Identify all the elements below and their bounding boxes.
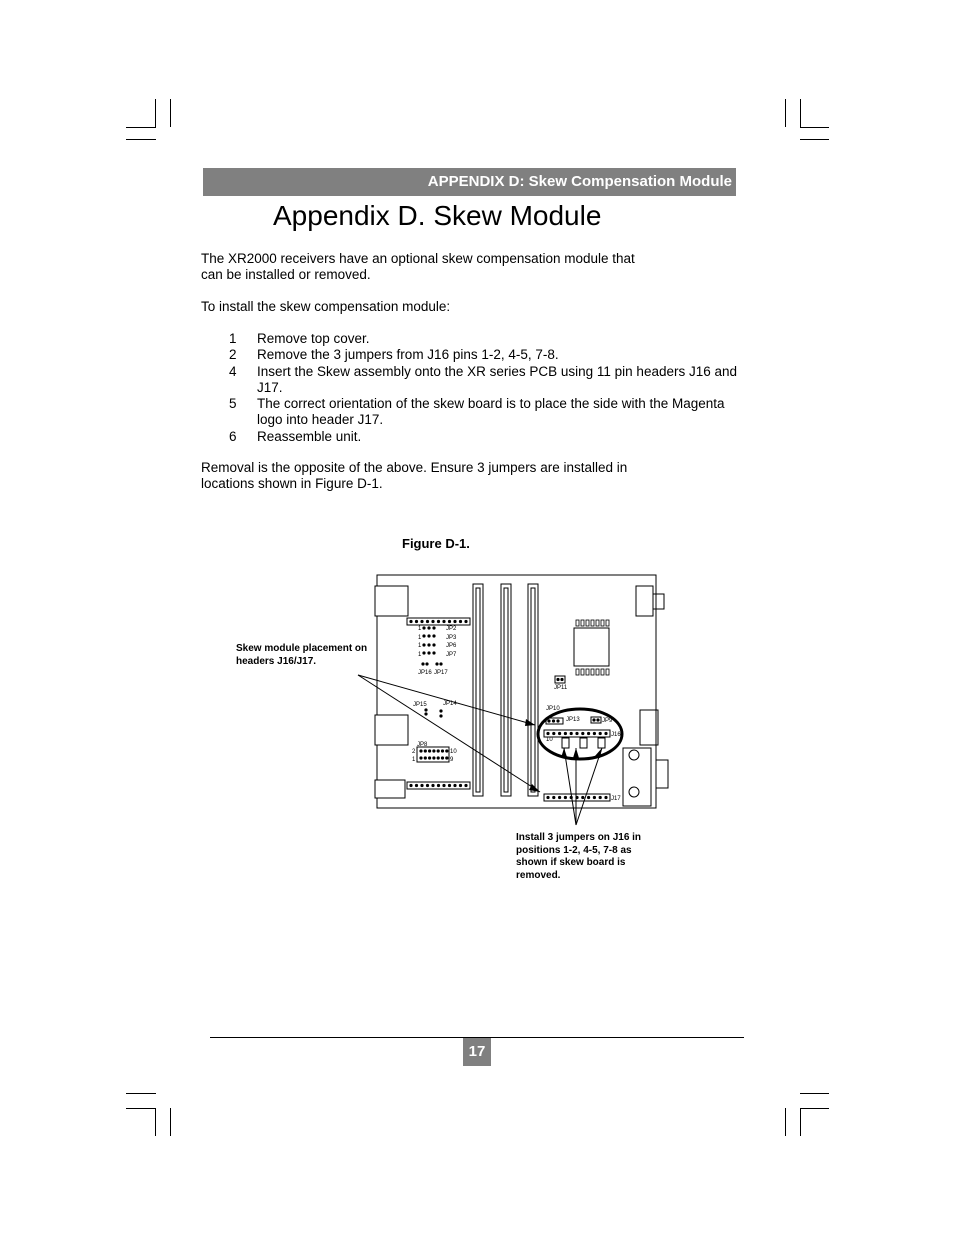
chip-pin xyxy=(596,620,599,626)
intro-paragraph xyxy=(201,251,635,284)
arrow-head xyxy=(529,784,540,792)
right-connector xyxy=(623,748,651,806)
label-jp2: JP2 xyxy=(446,626,457,632)
list-item xyxy=(229,364,747,397)
header-pin xyxy=(437,784,440,787)
bottom-header xyxy=(407,782,470,789)
label-jp11: JP11 xyxy=(554,685,568,691)
left-connector xyxy=(375,586,408,616)
label-one: 1 xyxy=(412,757,416,763)
header-pin xyxy=(432,626,435,629)
header-pin xyxy=(587,732,590,735)
header-pin xyxy=(425,662,428,665)
label-one: 1 xyxy=(418,626,422,632)
header-pin xyxy=(431,620,434,623)
header-pin xyxy=(424,712,427,715)
header-pin xyxy=(437,756,440,759)
header-pin xyxy=(546,796,549,799)
chip-pins xyxy=(576,620,609,675)
header-pin xyxy=(552,719,555,722)
crop-mark xyxy=(785,1108,786,1136)
jumper-arrow xyxy=(576,748,602,825)
header-pin xyxy=(564,796,567,799)
header-pin xyxy=(459,784,462,787)
header-pin xyxy=(464,620,467,623)
memory-slot xyxy=(528,584,538,796)
header-pin xyxy=(424,756,427,759)
header-pin xyxy=(421,662,424,665)
section-header-text: APPENDIX D: Skew Compensation Module xyxy=(427,173,732,190)
chip-pin xyxy=(591,669,594,675)
header-pin xyxy=(448,784,451,787)
header-pin xyxy=(424,708,427,711)
right-connector xyxy=(640,710,658,745)
header-pin xyxy=(409,620,412,623)
placement-arrow xyxy=(358,675,535,725)
jp9-header xyxy=(591,717,601,723)
page-title: Appendix D. Skew Module xyxy=(273,200,602,231)
label-jp15: JP15 xyxy=(413,702,427,708)
memory-slot xyxy=(501,584,511,796)
header-pin xyxy=(546,732,549,735)
chip-pin xyxy=(606,620,609,626)
j16-highlight-ellipse xyxy=(538,709,622,759)
label-jp9: JP9 xyxy=(602,718,613,724)
header-pin xyxy=(420,784,423,787)
jumper-arrow xyxy=(564,748,576,825)
removal-paragraph xyxy=(201,460,627,493)
left-connector xyxy=(375,780,405,798)
header-pin xyxy=(581,732,584,735)
crop-mark xyxy=(170,1108,171,1136)
chip-pin xyxy=(586,620,589,626)
header-pin xyxy=(552,796,555,799)
crop-mark xyxy=(785,99,786,127)
list-item xyxy=(229,429,747,445)
j16-header xyxy=(544,730,610,737)
pcb-board-outline xyxy=(377,575,656,808)
figure-caption: Figure D-1. xyxy=(402,536,470,551)
label-jp17: JP17 xyxy=(434,670,448,676)
label-nine: 9 xyxy=(450,757,454,763)
header-pin xyxy=(604,796,607,799)
header-pin xyxy=(437,620,440,623)
crop-mark xyxy=(126,1108,156,1109)
header-pin xyxy=(464,784,467,787)
chip-pin xyxy=(581,669,584,675)
step-number: 2 xyxy=(229,347,237,363)
header-pin xyxy=(556,678,559,681)
step-number: 5 xyxy=(229,396,237,412)
memory-slot xyxy=(476,588,480,792)
step-text: Insert the Skew assembly onto the XR series PCB using 11 pin headers J16 and J17. xyxy=(257,363,738,395)
jumper-note-line: positions 1-2, 4-5, 7-8 as xyxy=(516,844,632,856)
header-pin xyxy=(428,749,431,752)
header-pin xyxy=(445,756,448,759)
crop-mark xyxy=(800,1108,801,1136)
crop-mark xyxy=(170,99,171,127)
header-pin xyxy=(593,732,596,735)
step-number: 1 xyxy=(229,331,237,346)
right-connector xyxy=(636,586,653,616)
header-pin xyxy=(552,732,555,735)
header-pin xyxy=(604,732,607,735)
header-pin xyxy=(409,784,412,787)
header-pin xyxy=(432,643,435,646)
header-pin xyxy=(439,714,442,717)
jp10-header xyxy=(546,718,563,724)
crop-mark xyxy=(800,1093,829,1094)
header-pin xyxy=(422,634,425,637)
header-pin xyxy=(428,756,431,759)
removal-line-1: Removal is the opposite of the above. Ensure 3 jumpers are installed in xyxy=(201,460,628,475)
jumper-note-line: removed. xyxy=(516,869,561,881)
list-item xyxy=(229,331,747,347)
label-jp16: JP16 xyxy=(418,670,432,676)
arrow-head xyxy=(573,748,579,758)
memory-slot xyxy=(531,588,535,792)
header-pin xyxy=(432,634,435,637)
jp8-header xyxy=(417,747,449,762)
header-pin xyxy=(581,796,584,799)
header-pin xyxy=(432,756,435,759)
header-pin xyxy=(587,796,590,799)
label-ten: 10 xyxy=(546,737,553,743)
header-pin xyxy=(448,620,451,623)
label-ten: 10 xyxy=(450,749,457,755)
label-jp8: JP8 xyxy=(417,742,428,748)
arrow-head xyxy=(525,719,535,726)
crop-mark xyxy=(155,1108,156,1136)
header-pin xyxy=(575,796,578,799)
page-number: 17 xyxy=(463,1038,491,1066)
header-pin xyxy=(442,784,445,787)
j16-jumper xyxy=(598,738,605,748)
header-pin xyxy=(420,620,423,623)
step-text: Reassemble unit. xyxy=(257,428,362,444)
label-jp14: JP14 xyxy=(443,701,457,707)
chip-pin xyxy=(606,669,609,675)
header-pin xyxy=(422,643,425,646)
chip-pin xyxy=(581,620,584,626)
step-text: Remove the 3 jumpers from J16 pins 1-2, 4-5, 7-8. xyxy=(257,347,559,363)
header-pin xyxy=(599,796,602,799)
intro-line-2: can be installed or removed. xyxy=(201,267,371,283)
header-pin xyxy=(426,784,429,787)
j16-jumper xyxy=(562,738,569,748)
mount-hole xyxy=(629,787,639,797)
placement-note-line: Skew module placement on xyxy=(236,643,368,654)
header-pin xyxy=(593,796,596,799)
arrow-head xyxy=(595,748,602,758)
step-number: 4 xyxy=(229,363,237,379)
header-pin xyxy=(427,651,430,654)
section-header-bar xyxy=(203,168,736,196)
header-pin xyxy=(570,732,573,735)
header-pin xyxy=(453,620,456,623)
jumper-note-line: Install 3 jumpers on J16 in xyxy=(516,832,642,843)
header-pin xyxy=(547,719,550,722)
crop-mark xyxy=(126,139,156,140)
jumper-note xyxy=(516,832,641,882)
label-one: 1 xyxy=(418,635,422,641)
step-number: 6 xyxy=(229,428,237,444)
header-pin xyxy=(439,709,442,712)
main-chip xyxy=(574,628,609,666)
header-pin xyxy=(427,643,430,646)
chip-pin xyxy=(596,669,599,675)
label-one: 1 xyxy=(418,652,422,658)
label-two: 2 xyxy=(412,749,416,755)
label-jp6: JP6 xyxy=(446,643,457,649)
crop-mark xyxy=(126,127,156,128)
chip-pin xyxy=(586,669,589,675)
crop-mark xyxy=(800,127,829,128)
header-pin xyxy=(427,626,430,629)
jp11-header xyxy=(555,676,565,683)
header-pin xyxy=(422,651,425,654)
header-pin xyxy=(419,756,422,759)
header-pin xyxy=(439,662,442,665)
top-header xyxy=(407,618,470,625)
chip-pin xyxy=(601,620,604,626)
memory-slot xyxy=(504,588,508,792)
crop-mark xyxy=(155,99,156,127)
header-pin xyxy=(432,651,435,654)
jumper-note-line: shown if skew board is xyxy=(516,857,626,868)
placement-arrow xyxy=(358,675,540,792)
label-jp3: JP3 xyxy=(446,635,457,641)
mount-hole xyxy=(629,750,639,760)
header-pin xyxy=(575,732,578,735)
crop-mark xyxy=(126,1093,156,1094)
header-pin xyxy=(442,620,445,623)
header-pin xyxy=(453,784,456,787)
crop-mark xyxy=(800,99,801,127)
label-one: 1 xyxy=(418,643,422,649)
crop-mark xyxy=(800,139,829,140)
memory-slot xyxy=(473,584,483,796)
header-pin xyxy=(441,749,444,752)
j17-header xyxy=(544,794,610,801)
header-pin xyxy=(560,678,563,681)
header-pin xyxy=(432,749,435,752)
arrow-head xyxy=(561,748,567,758)
chip-pin xyxy=(601,669,604,675)
header-pin xyxy=(441,756,444,759)
header-pin xyxy=(570,796,573,799)
header-pin xyxy=(592,718,595,721)
header-pin xyxy=(427,634,430,637)
placement-note-line: headers J16/J17. xyxy=(236,655,317,667)
right-connector xyxy=(656,760,668,788)
install-steps-list xyxy=(229,331,747,445)
list-item xyxy=(229,396,747,429)
label-jp13: JP13 xyxy=(566,717,580,723)
intro-line-1: The XR2000 receivers have an optional skew compensation module that xyxy=(201,251,635,266)
header-pin xyxy=(426,620,429,623)
header-pin xyxy=(437,749,440,752)
j16-jumper xyxy=(580,738,587,748)
placement-note xyxy=(236,643,367,668)
header-pin xyxy=(445,749,448,752)
list-item xyxy=(229,347,747,363)
step-text: Remove top cover. xyxy=(257,331,370,346)
left-connector xyxy=(375,715,408,745)
header-pin xyxy=(599,732,602,735)
header-pin xyxy=(422,626,425,629)
header-pin xyxy=(419,749,422,752)
header-pin xyxy=(459,620,462,623)
label-j17: J17 xyxy=(611,796,621,802)
header-pin xyxy=(415,784,418,787)
header-pin xyxy=(556,719,559,722)
crop-mark xyxy=(800,1108,829,1109)
header-pins xyxy=(409,620,607,799)
header-pin xyxy=(558,796,561,799)
removal-line-2: locations shown in Figure D-1. xyxy=(201,476,383,492)
label-jp10: JP10 xyxy=(546,706,560,712)
step-text: The correct orientation of the skew board is to place the side with the Magenta logo into header J17. xyxy=(257,396,725,428)
header-pin xyxy=(435,662,438,665)
install-lead: To install the skew compensation module: xyxy=(201,299,451,314)
chip-pin xyxy=(591,620,594,626)
chip-pin xyxy=(576,620,579,626)
header-pin xyxy=(596,718,599,721)
header-pin xyxy=(558,732,561,735)
header-pin xyxy=(415,620,418,623)
label-jp7: JP7 xyxy=(446,652,457,658)
header-pin xyxy=(564,732,567,735)
header-pin xyxy=(431,784,434,787)
right-connector xyxy=(653,594,664,609)
label-j16: J16 xyxy=(611,732,621,738)
header-pin xyxy=(424,749,427,752)
chip-pin xyxy=(576,669,579,675)
